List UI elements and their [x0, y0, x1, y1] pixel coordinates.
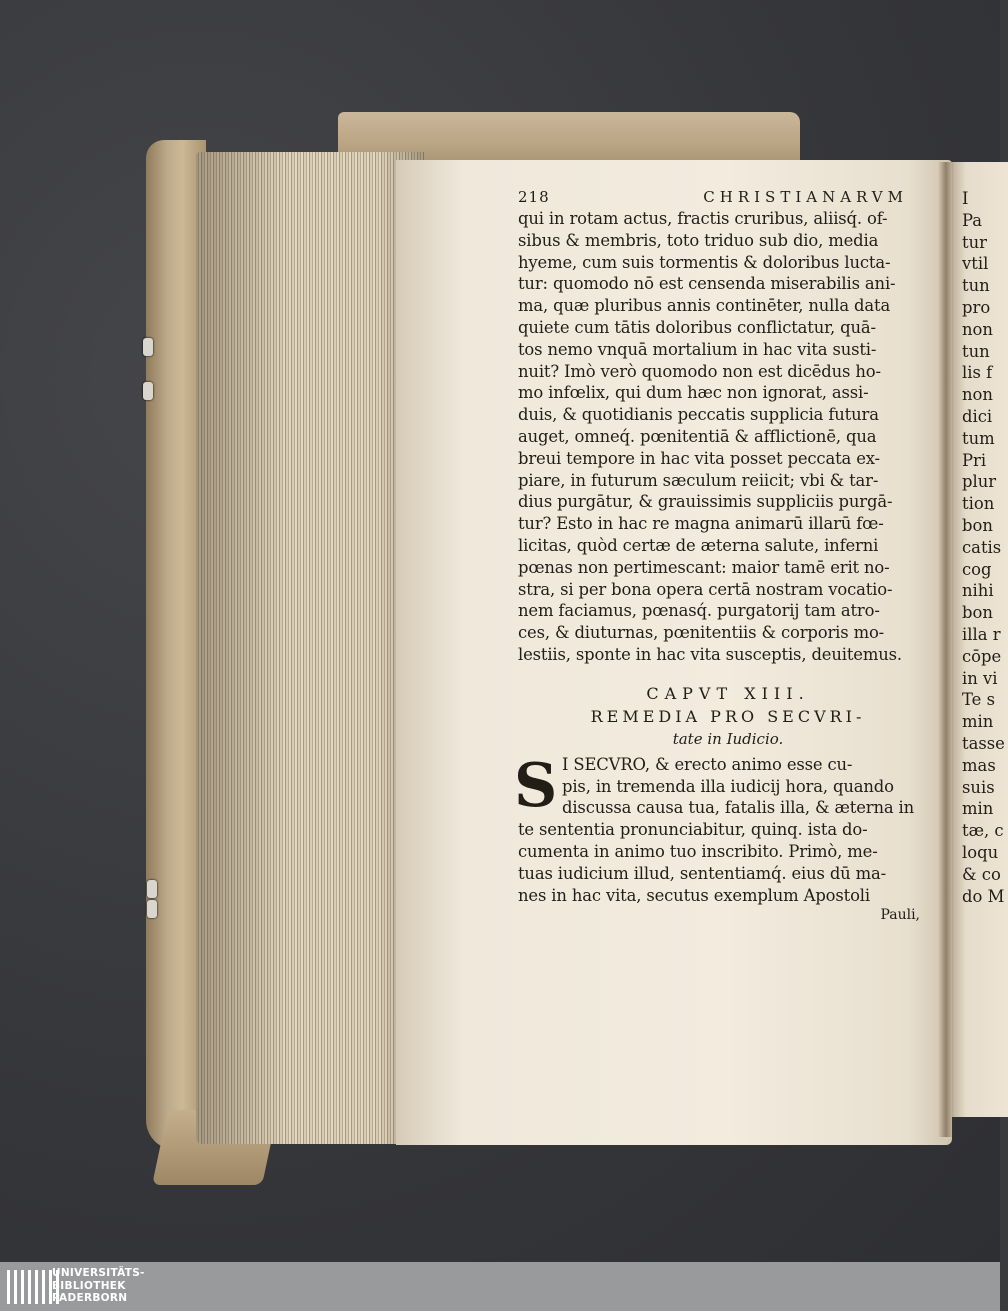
text-line: lestiis, sponte in hac vita susceptis, deuitemus. [518, 644, 902, 664]
text-line: tuas iudicium illud, sententiamq́. eius dū ma- [518, 863, 887, 883]
text-line: pis, in tremenda illa iudicij hora, quando [562, 776, 894, 796]
text-line: auget, omneq́. pœnitentiā & afflictionē, qua [518, 426, 877, 446]
text-line: tos nemo vnquā mortalium in hac vita susti- [518, 339, 877, 359]
book-gutter [938, 162, 954, 1137]
facing-page-fragment: min [962, 799, 994, 819]
facing-page-fragment: illa r [962, 624, 1001, 644]
facing-page-fragment: tur [962, 232, 987, 252]
facing-page-fragment: plur [962, 472, 997, 492]
text-line: breui tempore in hac vita posset peccata ex- [518, 448, 880, 468]
text-line: licitas, quòd certæ de æterna salute, inferni [518, 535, 879, 555]
facing-page-fragment: vtil [962, 254, 989, 274]
library-name-line2: BIBLIOTHEK [52, 1279, 126, 1292]
text-line: ces, & diuturnas, pœnitentiis & corporis mo- [518, 623, 885, 643]
text-line: piare, in futurum sæculum reiicit; vbi & tar- [518, 470, 879, 490]
facing-page-fragment: pro [962, 297, 991, 317]
facing-page-fragment: nihi [962, 581, 994, 601]
text-line: nes in hac vita, secutus exemplum Apostoli [518, 885, 870, 905]
text-line: stra, si per bona opera certā nostram vocatio- [518, 579, 893, 599]
library-name-line3: PADERBORN [52, 1292, 128, 1305]
text-line: dius purgātur, & grauissimis suppliciis purgā- [518, 492, 893, 512]
facing-page-fragment: lis f [962, 363, 993, 383]
facing-page-fragment: mas [962, 755, 996, 775]
page-edges-shade [196, 152, 424, 1144]
clasp-icon [143, 338, 153, 356]
text-line: te sententia pronunciabitur, quinq. ista do- [518, 820, 868, 840]
clasp-icon [147, 900, 157, 918]
facing-page-fragment: suis [962, 777, 995, 797]
text-line: tur: quomodo nō est censenda miserabilis ani- [518, 274, 896, 294]
facing-page-fragment: tæ, c [962, 821, 1004, 841]
text-line: sibus & membris, toto triduo sub dio, media [518, 230, 879, 250]
facing-page-fragment: non [962, 385, 993, 405]
facing-page-fragment: bon [962, 515, 993, 535]
text-line: nem faciamus, pœnasq́. purgatorij tam atro- [518, 601, 880, 621]
facing-page-fragment: tun [962, 276, 990, 296]
chapter-title-line2: tate in Iudicio. [672, 729, 784, 748]
chapter-heading: CAPVT XIII. [646, 683, 810, 703]
page-text-block [514, 188, 938, 924]
text-line: I SECVRO, & erecto animo esse cu- [562, 754, 853, 774]
paragraph-2 [514, 750, 938, 907]
facing-page-fragment: catis [962, 537, 1002, 557]
clasp-icon [143, 382, 153, 400]
page-number: 218 [518, 188, 550, 206]
facing-page-fragment: in vi [962, 668, 998, 688]
text-line: tur? Esto in hac re magna animarū illarū fœ- [518, 514, 884, 534]
chapter-title-line1: REMEDIA PRO SECVRI- [590, 706, 866, 726]
facing-page-fragment: I [962, 189, 969, 208]
dropcap-initial: S [514, 750, 558, 821]
library-name-line1: UNIVERSITÄTS- [52, 1267, 145, 1279]
facing-page-fragment: do M [962, 886, 1005, 906]
facing-page-fragment: tun [962, 341, 990, 361]
facing-page-fragment: Pa [962, 210, 983, 230]
facing-page-fragment: bon [962, 603, 993, 623]
facing-page-fragment: cog [962, 559, 992, 579]
clasp-icon [147, 880, 157, 898]
facing-page-fragment: tum [962, 428, 995, 448]
facing-page-fragment: Pri [962, 450, 987, 470]
facing-page-fragment: tasse [962, 733, 1005, 753]
text-line: quiete cum tātis doloribus conflictatur, quā- [518, 317, 876, 337]
facing-page-fragment: cōpe [962, 646, 1002, 666]
text-line: mo infœlix, qui dum hæc non ignorat, assi- [518, 383, 869, 403]
facing-page-fragment: min [962, 712, 994, 732]
text-line: cumenta in animo tuo inscribito. Primò, me- [518, 841, 878, 861]
library-footer [0, 1262, 1000, 1311]
catchword: Pauli, [880, 907, 920, 924]
facing-page-fragment: loqu [962, 842, 999, 862]
text-line: duis, & quotidianis peccatis supplicia futura [518, 405, 879, 425]
facing-page-text [962, 188, 1005, 907]
text-line: ma, quæ pluribus annis continēter, nulla data [518, 296, 891, 316]
facing-page-fragment: Te s [962, 690, 995, 710]
text-line: nuit? Imò verò quomodo non est dicēdus ho- [518, 361, 881, 381]
paragraph-1 [518, 208, 938, 666]
page-header [518, 188, 938, 206]
facing-page-fragment: non [962, 319, 993, 339]
paragraph-2-lines [518, 754, 938, 907]
text-line: hyeme, cum suis tormentis & doloribus lucta- [518, 252, 891, 272]
facing-page-fragment: & co [962, 864, 1001, 884]
text-line: qui in rotam actus, fractis cruribus, aliisq́. of- [518, 209, 888, 228]
facing-page-fragment: dici [962, 406, 993, 426]
library-name [52, 1267, 145, 1305]
text-line: discussa causa tua, fatalis illa, & æterna in [562, 798, 915, 818]
facing-page-fragment: tion [962, 494, 995, 514]
text-line: pœnas non pertimescant: maior tamē erit no- [518, 557, 890, 577]
running-head: CHRISTIANARVM [703, 188, 908, 206]
